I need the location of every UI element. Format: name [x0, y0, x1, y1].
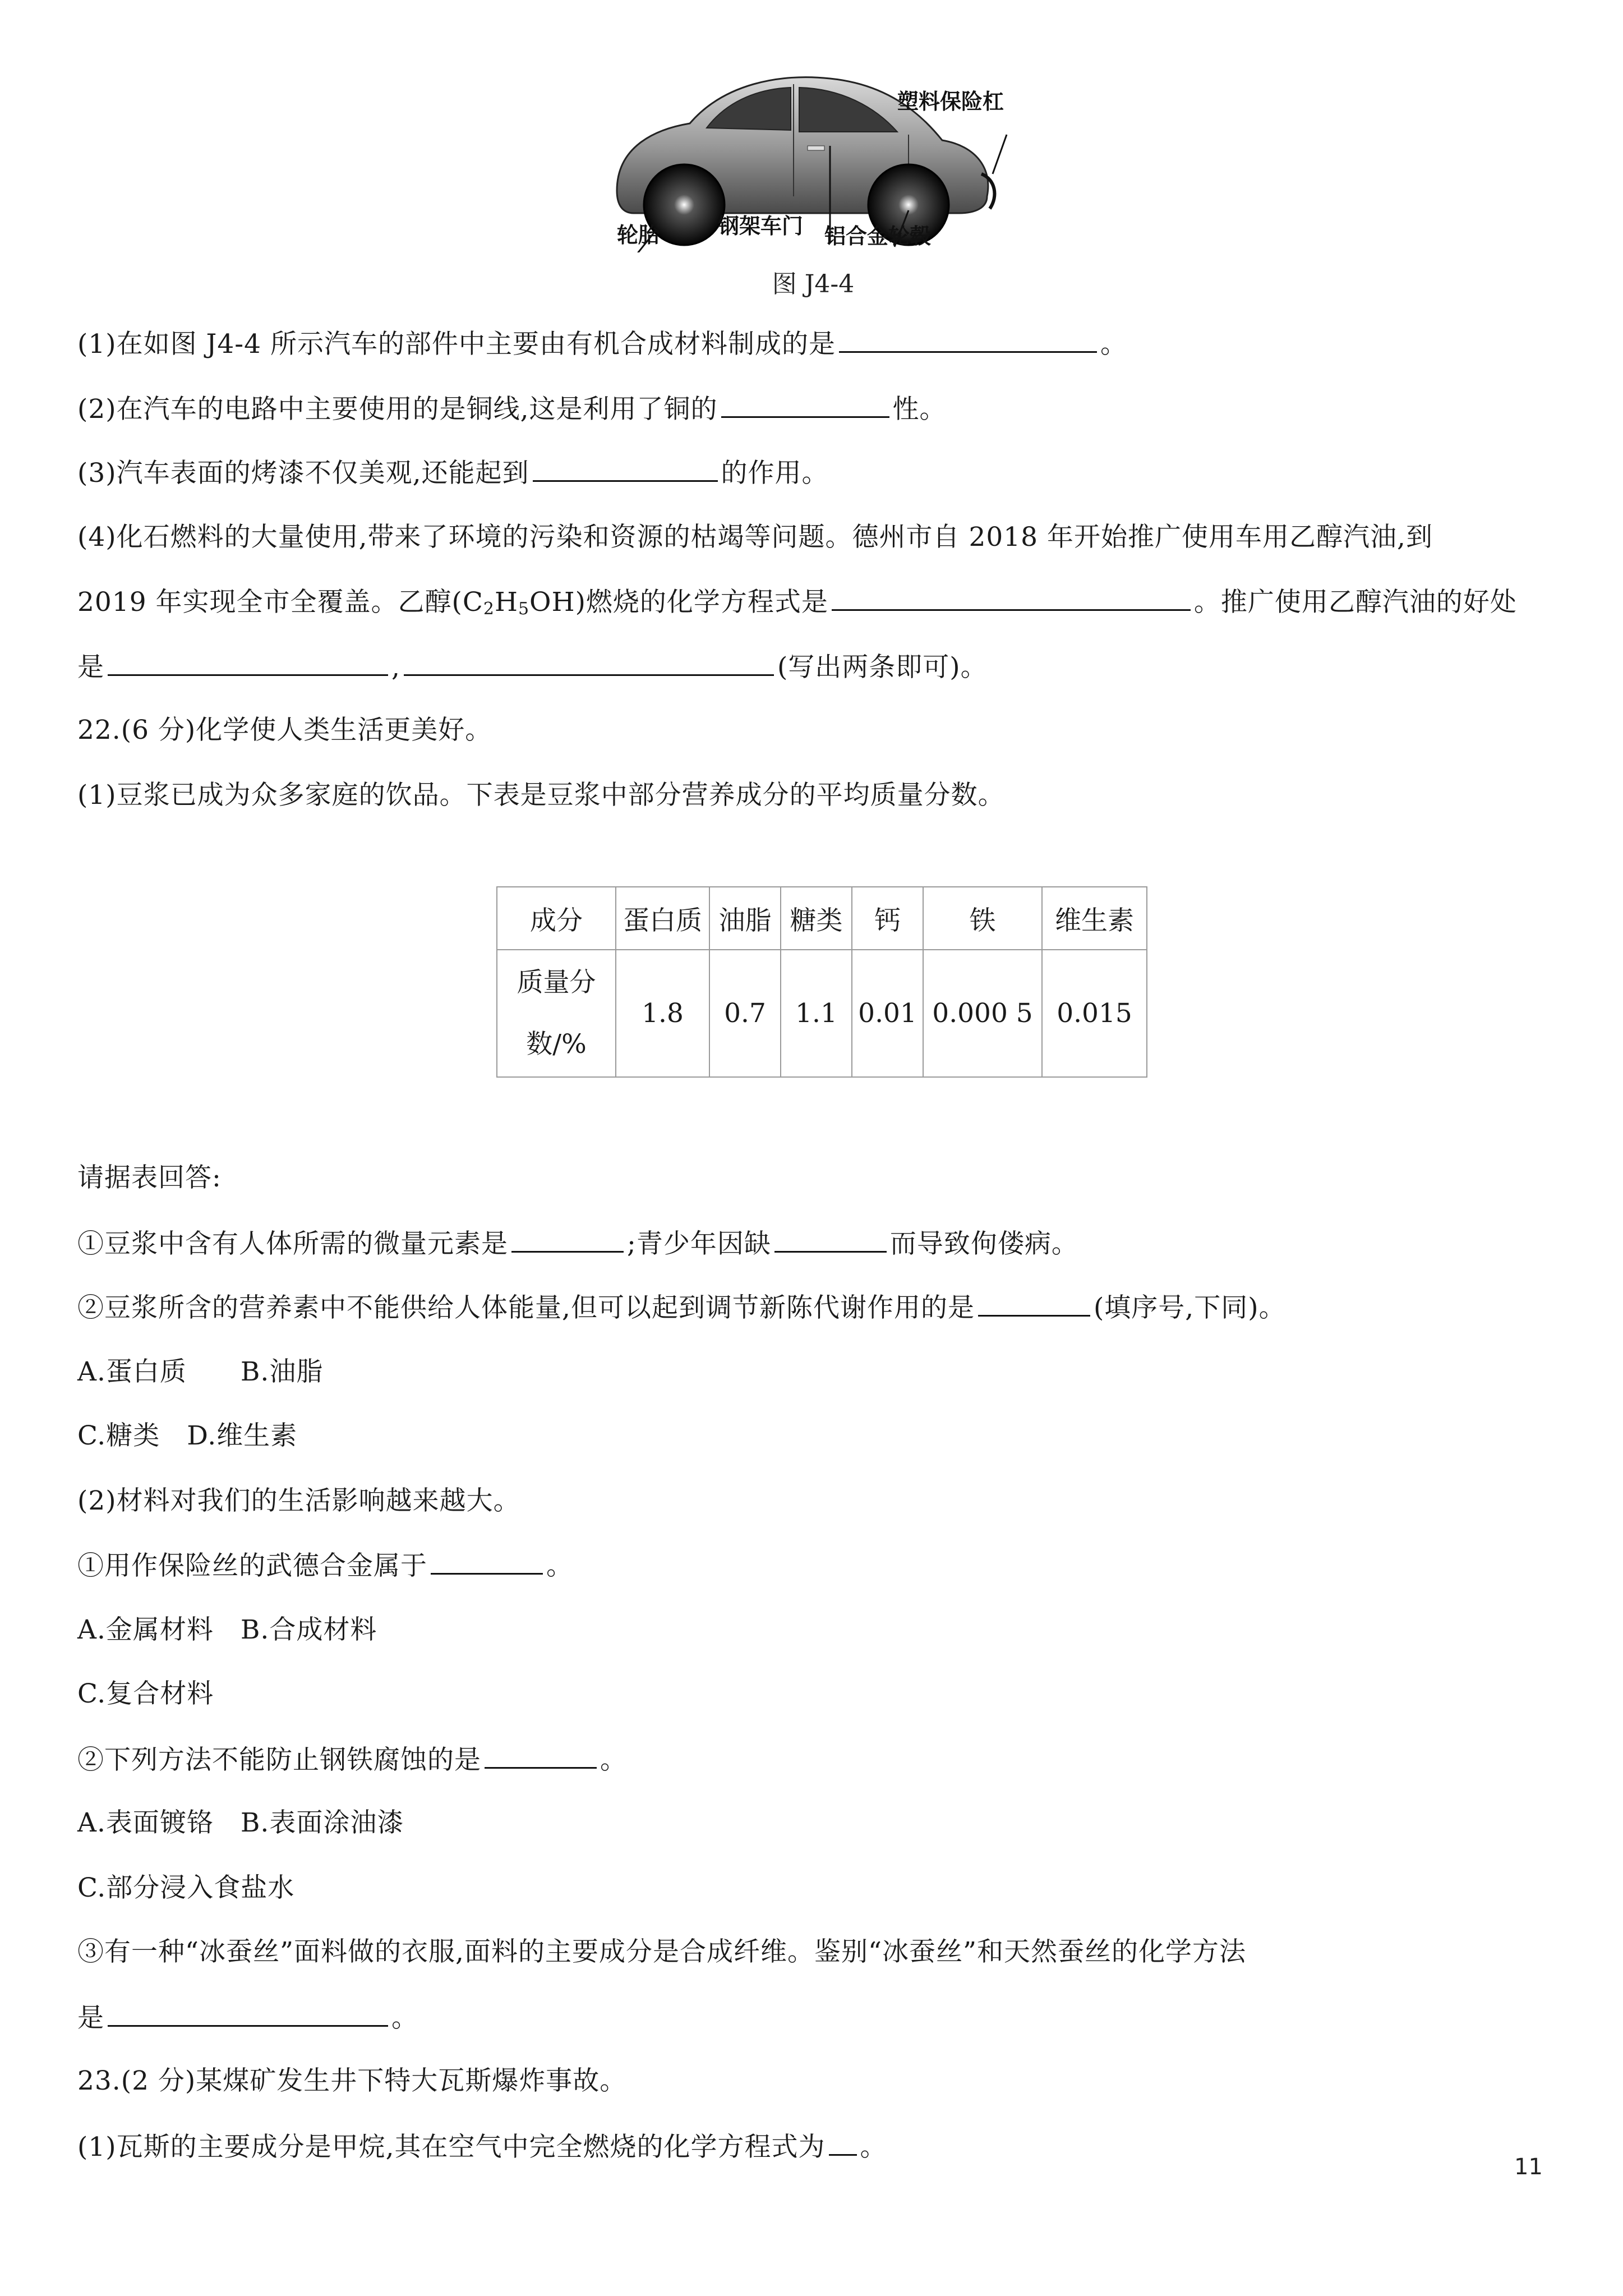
answer-blank[interactable]	[485, 1742, 597, 1769]
table-header-cell: 蛋白质	[616, 887, 709, 950]
table-cell: 0.7	[709, 950, 781, 1077]
page-number: 11	[1514, 2154, 1543, 2180]
answer-blank[interactable]	[404, 650, 774, 676]
q21-part2: (2)在汽车的电路中主要使用的是铜线,这是利用了铜的 性。	[77, 392, 947, 426]
q21-part4-line2: 2019 年实现全市全覆盖。乙醇$(C_2H_5OH)$燃烧的化学方程式是 。推广使用乙醇汽油的好处	[77, 585, 1517, 626]
answer-blank[interactable]	[839, 326, 1097, 353]
q21-part4-line3: 是 , (写出两条即可)。	[77, 650, 988, 684]
q22-material3-line1: ③有一种“冰蚕丝”面料做的衣服,面料的主要成分是合成纤维。鉴别“冰蚕丝”和天然蚕丝的化学方法	[77, 1936, 1247, 1967]
q21-part3: (3)汽车表面的烤漆不仅美观,还能起到 的作用。	[77, 455, 829, 490]
answer-blank[interactable]	[511, 1226, 624, 1253]
q22-material2-options-ab: A.表面镀铬 B.表面涂油漆	[77, 1807, 404, 1838]
answer-blank[interactable]	[108, 650, 388, 676]
q23-title: 23.(2 分)某煤矿发生井下特大瓦斯爆炸事故。	[77, 2065, 627, 2096]
table-header-cell: 维生素	[1042, 887, 1147, 950]
answer-blank[interactable]	[978, 1290, 1090, 1317]
q22-material2: ②下列方法不能防止钢铁腐蚀的是 。	[77, 1742, 627, 1777]
bumper-label: 塑料保险杠	[897, 89, 1004, 114]
nutrition-table	[496, 886, 1147, 1078]
q22-material2-option-c: C.部分浸入食盐水	[77, 1872, 295, 1903]
tire-label: 轮胎	[617, 223, 660, 247]
q22-options-ab: A.蛋白质 B.油脂	[77, 1356, 324, 1387]
table-cell: 1.8	[616, 950, 709, 1077]
answer-blank[interactable]	[774, 1226, 887, 1253]
door-label: 钢架车门	[718, 214, 804, 238]
q22-sub1: ①豆浆中含有人体所需的微量元素是 ;青少年因缺 而导致佝偻病。	[77, 1226, 1078, 1261]
q22-material1-options-ab: A.金属材料 B.合成材料	[77, 1614, 377, 1645]
q21-part4-line1: (4)化石燃料的大量使用,带来了环境的污染和资源的枯竭等问题。德州市自 2018 年开始推广使用车用乙醇汽油,到	[77, 522, 1433, 553]
answer-blank[interactable]	[829, 2129, 857, 2156]
q22-part1: (1)豆浆已成为众多家庭的饮品。下表是豆浆中部分营养成分的平均质量分数。	[77, 780, 1005, 811]
table-cell: 0.01	[852, 950, 923, 1077]
answer-blank[interactable]	[832, 585, 1191, 611]
table-row-label: 质量分 数/%	[497, 950, 616, 1077]
table-header-cell: 糖类	[781, 887, 852, 950]
table-cell: 1.1	[781, 950, 852, 1077]
q22-sub2: ②豆浆所含的营养素中不能供给人体能量,但可以起到调节新陈代谢作用的是 (填序号,下同)。	[77, 1290, 1286, 1325]
answer-blank[interactable]	[431, 1548, 543, 1575]
table-cell: 0.000 5	[923, 950, 1042, 1077]
table-row	[497, 950, 1147, 1077]
q22-options-cd: C.糖类 D.维生素	[77, 1420, 298, 1451]
figure-caption: 图 J4-4	[772, 270, 855, 298]
table-header-cell: 钙	[852, 887, 923, 950]
table-header-cell: 成分	[497, 887, 616, 950]
q22-part2: (2)材料对我们的生活影响越来越大。	[77, 1485, 520, 1516]
q22-material1-option-c: C.复合材料	[77, 1678, 214, 1709]
q22-material3-line2: 是 。	[77, 2000, 418, 2035]
answer-blank[interactable]	[533, 455, 718, 482]
table-header-row	[497, 887, 1147, 950]
answer-blank[interactable]	[108, 2000, 388, 2027]
q22-title: 22.(6 分)化学使人类生活更美好。	[77, 715, 492, 746]
answer-blank[interactable]	[721, 392, 889, 418]
table-header-cell: 油脂	[709, 887, 781, 950]
table-header-cell: 铁	[923, 887, 1042, 950]
q22-material1: ①用作保险丝的武德合金属于 。	[77, 1548, 573, 1583]
q22-prompt: 请据表回答:	[77, 1162, 222, 1193]
car-figure	[594, 62, 1054, 252]
q21-part1: (1)在如图 J4-4 所示汽车的部件中主要由有机合成材料制成的是 。	[77, 326, 1127, 361]
wheel-hub-label: 铝合金轮毂	[824, 224, 932, 249]
q23-part1: (1)瓦斯的主要成分是甲烷,其在空气中完全燃烧的化学方程式为 。	[77, 2129, 887, 2164]
table-cell: 0.015	[1042, 950, 1147, 1077]
